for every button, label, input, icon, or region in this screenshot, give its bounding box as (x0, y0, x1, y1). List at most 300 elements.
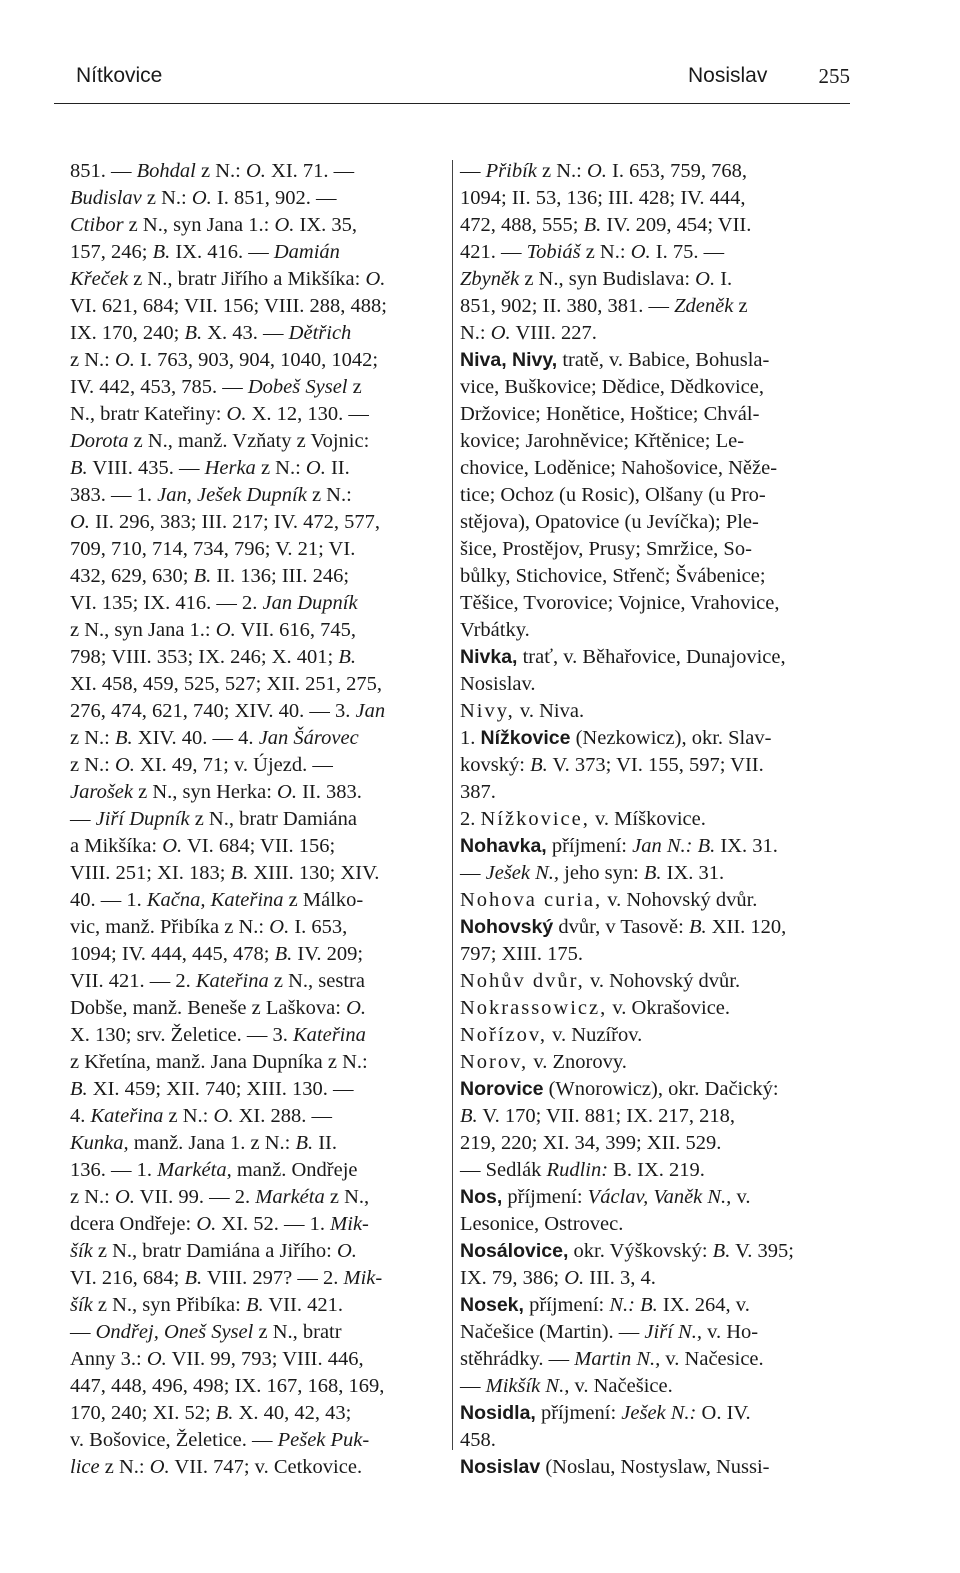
text-run: z N., manž. Vzňaty z Vojnic: (128, 430, 370, 452)
text-run: VII. 99. — 2. (134, 1186, 256, 1208)
text-run: Ješek N.: (621, 1402, 697, 1424)
text-line (460, 590, 848, 617)
text-line (460, 617, 848, 644)
text-run: manž. Jana 1. z N.: (128, 1132, 296, 1154)
text-run: Dětřich (288, 322, 352, 344)
text-run: Nosislav. (460, 673, 536, 695)
text-run: B. (295, 1132, 314, 1154)
text-run: 798; VIII. 353; IX. 246; X. 401; (70, 646, 339, 668)
text-run: z Málko- (283, 889, 364, 911)
text-run: manž. Ondřeje (231, 1159, 358, 1181)
text-run: Kateřina (292, 1024, 366, 1046)
text-run: O. (213, 1105, 234, 1127)
text-run: Jarošek (70, 781, 133, 803)
text-run: I. 763, 903, 904, 1040, 1042; (134, 349, 379, 371)
text-run: Nosislav (460, 1456, 541, 1478)
text-run: N.: B. (609, 1294, 658, 1316)
text-line (70, 401, 434, 428)
text-line (460, 1346, 848, 1373)
text-run: VI. 684; VII. 156; (182, 835, 336, 857)
text-line (70, 428, 434, 455)
text-line (70, 266, 434, 293)
text-run: 851. — (70, 160, 137, 182)
text-line (70, 725, 434, 752)
text-run: B. (152, 241, 171, 263)
text-run: 421. — (460, 241, 527, 263)
text-run: šík (70, 1294, 93, 1316)
text-line (70, 590, 434, 617)
text-run: B. (230, 862, 249, 884)
text-run: 458. (460, 1429, 496, 1451)
text-line (70, 779, 434, 806)
text-run: Zbyněk (460, 268, 520, 290)
text-run: z N.: (70, 1186, 115, 1208)
text-run: VI. 135; IX. 416. — 2. (70, 592, 263, 614)
text-run: IX. 31. (715, 835, 778, 857)
text-run: Mik- (330, 1213, 369, 1235)
text-line (70, 1130, 434, 1157)
text-line (70, 1319, 434, 1346)
text-run: O. (146, 1348, 167, 1370)
text-run: B. (338, 646, 357, 668)
text-run: dcera Ondřeje: (70, 1213, 197, 1235)
text-line (460, 1157, 848, 1184)
text-run: Jan N.: B. (632, 835, 716, 857)
text-run: z N.: (141, 187, 192, 209)
text-run: Vrbátky. (460, 619, 530, 641)
text-run: B. (184, 322, 203, 344)
text-run: V. 373; VI. 155, 597; VII. (547, 754, 764, 776)
text-run: O. (226, 403, 247, 425)
text-run: N., bratr Kateřiny: (70, 403, 227, 425)
text-run: VI. 621, 684; VII. 156; VIII. 288, 488; (70, 295, 387, 317)
text-run: Martin N., (574, 1348, 661, 1370)
text-line (460, 1373, 848, 1400)
text-line (460, 752, 848, 779)
text-run: Mikšík N., (485, 1375, 570, 1397)
text-run: lice (70, 1456, 100, 1478)
text-run: z N., bratr (253, 1321, 342, 1343)
text-run: — (460, 862, 486, 884)
page-header (76, 64, 850, 94)
text-run: v. Nuzířov. (546, 1024, 643, 1046)
text-run: XI. 49, 71; v. Újezd. — (134, 754, 333, 776)
text-run: chovice, Loděnice; Nahošovice, Něže- (460, 457, 778, 479)
text-run: Jan, Ješek Dupník (157, 484, 307, 506)
text-run: 383. — 1. (70, 484, 158, 506)
text-run: 219, 220; XI. 34, 399; XII. 529. (460, 1132, 722, 1154)
text-run: Lesonice, Ostrovec. (460, 1213, 624, 1235)
text-run: — (460, 160, 486, 182)
text-run: 1094; II. 53, 136; III. 428; IV. 444, (460, 187, 746, 209)
text-run: šice, Prostějov, Prusy; Smržice, So- (460, 538, 752, 560)
text-run: VII. 99, 793; VIII. 446, (166, 1348, 364, 1370)
text-run: IX. 416. — (170, 241, 274, 263)
text-line (70, 563, 434, 590)
text-run: bůlky, Stichovice, Střenč; Švábenice; (460, 565, 766, 587)
text-line (460, 401, 848, 428)
text-run: Rudlin: (546, 1159, 609, 1181)
text-run: O. (245, 160, 266, 182)
text-run: O. (191, 187, 212, 209)
text-run: O. (196, 1213, 217, 1235)
text-line (460, 536, 848, 563)
text-run: B. (70, 1078, 88, 1100)
text-line (460, 941, 848, 968)
text-run: z N., bratr Damiána a Jiřího: (92, 1240, 337, 1262)
text-run: Kačna, Kateřina (146, 889, 284, 911)
text-run: Markéta (255, 1186, 325, 1208)
text-line (70, 1292, 434, 1319)
text-run: z N., (324, 1186, 370, 1208)
text-run: Jan Šárovec (258, 727, 359, 749)
text-run: z Křetína, manž. Jana Dupníka z N.: (70, 1051, 368, 1073)
text-line (460, 239, 848, 266)
text-run: B. (688, 916, 707, 938)
text-run: B. (583, 214, 602, 236)
text-line (70, 293, 434, 320)
text-run: Kunka, (70, 1132, 129, 1154)
text-run: Jan (355, 700, 386, 722)
text-run: 1. (460, 727, 481, 749)
text-run: v. Okrašovice. (607, 997, 731, 1019)
text-run: v. Načesice. (660, 1348, 764, 1370)
text-run: IX. 170, 240; (70, 322, 185, 344)
text-run: 136. — 1. (70, 1159, 158, 1181)
text-run: O. (695, 268, 716, 290)
text-line (70, 1454, 434, 1481)
text-run: VIII. 435. — (87, 457, 205, 479)
text-run: XIII. 130; XIV. (248, 862, 380, 884)
text-run: dvůr, v Tasově: (553, 916, 689, 938)
text-run: Jiří N., (644, 1321, 702, 1343)
text-run: z N.: (70, 349, 115, 371)
text-run: příjmení: (535, 1402, 622, 1424)
text-run: Načešice (Martin). — (460, 1321, 645, 1343)
text-run: O. (274, 214, 295, 236)
text-line (70, 914, 434, 941)
text-line (460, 320, 848, 347)
text-run: XIV. 40. — 4. (132, 727, 259, 749)
text-run: z N., syn Jana 1.: (70, 619, 216, 641)
text-run: X. 130; srv. Želetice. — 3. (70, 1024, 293, 1046)
text-line (460, 968, 848, 995)
text-run: (Nezkowicz), okr. Slav- (570, 727, 772, 749)
text-run: XI. 459; XII. 740; XIII. 130. — (87, 1078, 354, 1100)
text-run: Markéta, (157, 1159, 232, 1181)
text-run: XII. 120, (706, 916, 787, 938)
text-line (460, 644, 848, 671)
text-line (460, 1238, 848, 1265)
text-run: I. 653, (289, 916, 348, 938)
text-line (70, 968, 434, 995)
text-line (460, 455, 848, 482)
text-line (70, 320, 434, 347)
text-run: z N., bratr Jiřího a Mikšíka: (128, 268, 366, 290)
text-run: Nos, (460, 1186, 503, 1208)
text-line (460, 914, 848, 941)
text-run: Nokrassowicz, (460, 997, 608, 1019)
text-line (460, 833, 848, 860)
text-line (70, 509, 434, 536)
text-line (460, 1103, 848, 1130)
text-line (70, 1103, 434, 1130)
text-run: trať, v. Běhařovice, Dunajovice, (517, 646, 786, 668)
text-run: VII. 421. — 2. (70, 970, 196, 992)
text-run: Nížkovice, (480, 808, 590, 830)
text-run: Pešek Puk- (277, 1429, 370, 1451)
text-run: z N., syn Přibíka: (92, 1294, 246, 1316)
running-head-right: Nosislav (688, 64, 768, 87)
text-line (460, 509, 848, 536)
text-line (460, 1022, 848, 1049)
text-run: X. 12, 130. — (246, 403, 369, 425)
text-run: v. Niva. (514, 700, 585, 722)
text-run: I. 653, 759, 768, (606, 160, 747, 182)
text-run: 170, 240; XI. 52; (70, 1402, 216, 1424)
text-run: VI. 216, 684; (70, 1267, 185, 1289)
text-run: v. Ho- (701, 1321, 759, 1343)
text-run: X. 40, 42, 43; (233, 1402, 352, 1424)
text-run: XI. 71. — (265, 160, 355, 182)
text-run: vic, manž. Přibíka z N.: (70, 916, 270, 938)
text-run: XI. 458, 459, 525, 527; XII. 251, 275, (70, 673, 383, 695)
text-run: z N.: (70, 754, 115, 776)
text-line (460, 482, 848, 509)
text-run: O. (490, 322, 511, 344)
text-line (70, 671, 434, 698)
text-run: B. (643, 862, 662, 884)
text-run: V. 395; (730, 1240, 794, 1262)
text-line (70, 887, 434, 914)
text-run: — Sedlák (460, 1159, 547, 1181)
text-run: okr. Výškovský: (568, 1240, 713, 1262)
text-run: Nosek, (460, 1294, 524, 1316)
text-run: B. (184, 1267, 203, 1289)
text-run: VII. 747; v. Cetkovice. (169, 1456, 363, 1478)
text-run: 157, 246; (70, 241, 153, 263)
text-run: O. (70, 511, 90, 533)
text-run: a Mikšíka: (70, 835, 163, 857)
text-line (70, 158, 434, 185)
text-line (460, 1130, 848, 1157)
text-run: Mik- (343, 1267, 383, 1289)
text-run: Nivy, (460, 700, 515, 722)
text-line (70, 1238, 434, 1265)
text-run: O. (365, 268, 386, 290)
text-run: Kateřina (90, 1105, 164, 1127)
text-run: Nohavka, (460, 835, 547, 857)
text-run: z N.: (195, 160, 246, 182)
text-run: Dobše, manž. Beneše z Laškova: (70, 997, 347, 1019)
text-run: B. (215, 1402, 234, 1424)
text-run: I. 75. — (650, 241, 725, 263)
text-line (70, 1265, 434, 1292)
text-line (70, 806, 434, 833)
text-run: v. Načešice. (569, 1375, 673, 1397)
text-run: 1094; IV. 444, 445, 478; (70, 943, 275, 965)
text-run: O. (586, 160, 607, 182)
text-line (460, 725, 848, 752)
text-run: O. (305, 457, 326, 479)
text-run: B. (530, 754, 548, 776)
text-run: Nohova curia, (460, 889, 603, 911)
text-line (70, 1022, 434, 1049)
text-run: O. (337, 1240, 357, 1262)
text-run: VIII. 251; XI. 183; (70, 862, 231, 884)
text-line (460, 212, 848, 239)
text-line (70, 374, 434, 401)
text-run: Držovice; Honětice, Hoštice; Chvál- (460, 403, 760, 425)
text-line (460, 266, 848, 293)
text-run: 40. — 1. (70, 889, 147, 911)
text-line (70, 698, 434, 725)
text-run: IX. 264, v. (657, 1294, 750, 1316)
text-run: (Wnorowicz), okr. Dačický: (543, 1078, 779, 1100)
text-run: B. (274, 943, 293, 965)
text-run: VIII. 297? — 2. (202, 1267, 344, 1289)
text-line (460, 158, 848, 185)
text-run: kovský: (460, 754, 531, 776)
text-run: Zdeněk (674, 295, 734, 317)
text-run: stěhrádky. — (460, 1348, 575, 1370)
text-run: O. (215, 619, 236, 641)
text-line (70, 455, 434, 482)
text-line (70, 1400, 434, 1427)
text-run: Damián (273, 241, 340, 263)
text-line (460, 1454, 848, 1481)
text-run: jeho syn: (559, 862, 644, 884)
text-line (70, 212, 434, 239)
text-run: O. (277, 781, 297, 803)
text-line (70, 1346, 434, 1373)
text-run: 851, 902; II. 380, 381. — (460, 295, 675, 317)
text-run: N.: (460, 322, 491, 344)
text-line (460, 347, 848, 374)
text-run: O. (564, 1267, 585, 1289)
text-run: v. Bošovice, Želetice. — (70, 1429, 278, 1451)
text-run: Nohovský (460, 916, 554, 938)
text-run: z (347, 376, 362, 398)
text-line (70, 482, 434, 509)
text-line (460, 1427, 848, 1454)
text-run: 472, 488, 555; (460, 214, 584, 236)
text-run: 276, 474, 621, 740; XIV. 40. — 3. (70, 700, 356, 722)
text-line (460, 563, 848, 590)
text-run: vice, Buškovice; Dědice, Dědkovice, (460, 376, 764, 398)
text-run: Dobeš Sysel (247, 376, 348, 398)
text-run: B. (114, 727, 133, 749)
text-run: Nořízov, (460, 1024, 547, 1046)
text-run: z N.: (580, 241, 631, 263)
text-line (460, 1319, 848, 1346)
text-line (460, 995, 848, 1022)
running-head-left: Nítkovice (76, 64, 163, 87)
text-run: IV. 209; (292, 943, 364, 965)
text-run: B. (193, 565, 212, 587)
text-run: Tobiáš (526, 241, 581, 263)
text-line (70, 1049, 434, 1076)
text-run: z N.: (536, 160, 587, 182)
text-run: z N.: (306, 484, 352, 506)
text-line (70, 239, 434, 266)
text-run: v. Znorovy. (528, 1051, 627, 1073)
text-line (460, 428, 848, 455)
text-run: I. (715, 268, 733, 290)
text-run: O. (114, 754, 135, 776)
text-line (70, 1184, 434, 1211)
text-run: Herka (204, 457, 256, 479)
text-line (70, 1373, 434, 1400)
text-line (70, 185, 434, 212)
text-line (460, 887, 848, 914)
text-run: Těšice, Tvorovice; Vojnice, Vrahovice, (460, 592, 780, 614)
text-run: z N., bratr Damiána (189, 808, 357, 830)
text-line (70, 1157, 434, 1184)
text-run: B. (460, 1105, 478, 1127)
text-run: VIII. 227. (510, 322, 597, 344)
column-divider (452, 160, 453, 1450)
text-run: O. (114, 1186, 135, 1208)
text-run: V. 170; VII. 881; IX. 217, 218, (477, 1105, 736, 1127)
text-run: z N.: (70, 727, 115, 749)
text-run: II. (325, 457, 350, 479)
text-line (70, 860, 434, 887)
text-run: (Noslau, Nostyslaw, Nussi- (540, 1456, 770, 1478)
text-run: IX. 31. (661, 862, 725, 884)
text-run: XI. 288. — (233, 1105, 332, 1127)
text-run: Přibík (485, 160, 537, 182)
text-run: z N.: (163, 1105, 214, 1127)
text-run: I. 851, 902. — (211, 187, 337, 209)
text-run: z N., sestra (268, 970, 365, 992)
text-run: Nížkovice (480, 727, 571, 749)
text-run: Niva, Nivy, (460, 349, 558, 371)
text-run: příjmení: (523, 1294, 610, 1316)
text-line (70, 752, 434, 779)
header-rule (54, 103, 850, 104)
text-run: z N.: (99, 1456, 150, 1478)
text-run: Nosidla, (460, 1402, 536, 1424)
text-run: Nosálovice, (460, 1240, 569, 1262)
text-run: 387. (460, 781, 496, 803)
text-run: B. (70, 457, 88, 479)
text-run: Nohův dvůr, (460, 970, 585, 992)
text-run: Anny 3.: (70, 1348, 147, 1370)
text-run: Ješek N., (485, 862, 560, 884)
text-line (70, 644, 434, 671)
text-run: B. (245, 1294, 264, 1316)
text-line (70, 941, 434, 968)
text-run: z N., syn Jana 1.: (123, 214, 275, 236)
text-run: v. Míškovice. (589, 808, 706, 830)
text-line (460, 1076, 848, 1103)
text-run: B. (712, 1240, 731, 1262)
text-run: O. (346, 997, 367, 1019)
text-line (460, 1265, 848, 1292)
text-run: v. (731, 1186, 751, 1208)
text-run: II. 383. (296, 781, 362, 803)
text-run: II. 296, 383; III. 217; IV. 472, 577, (89, 511, 380, 533)
text-run: příjmení: (502, 1186, 588, 1208)
text-run: tice; Ochoz (u Rosic), Olšany (u Pro- (460, 484, 766, 506)
text-run: z N., syn Budislava: (519, 268, 696, 290)
text-run: 4. (70, 1105, 91, 1127)
text-run: 447, 448, 496, 498; IX. 167, 168, 169, (70, 1375, 385, 1397)
text-run: Bohdal (136, 160, 196, 182)
text-line (70, 995, 434, 1022)
text-line (460, 1049, 848, 1076)
